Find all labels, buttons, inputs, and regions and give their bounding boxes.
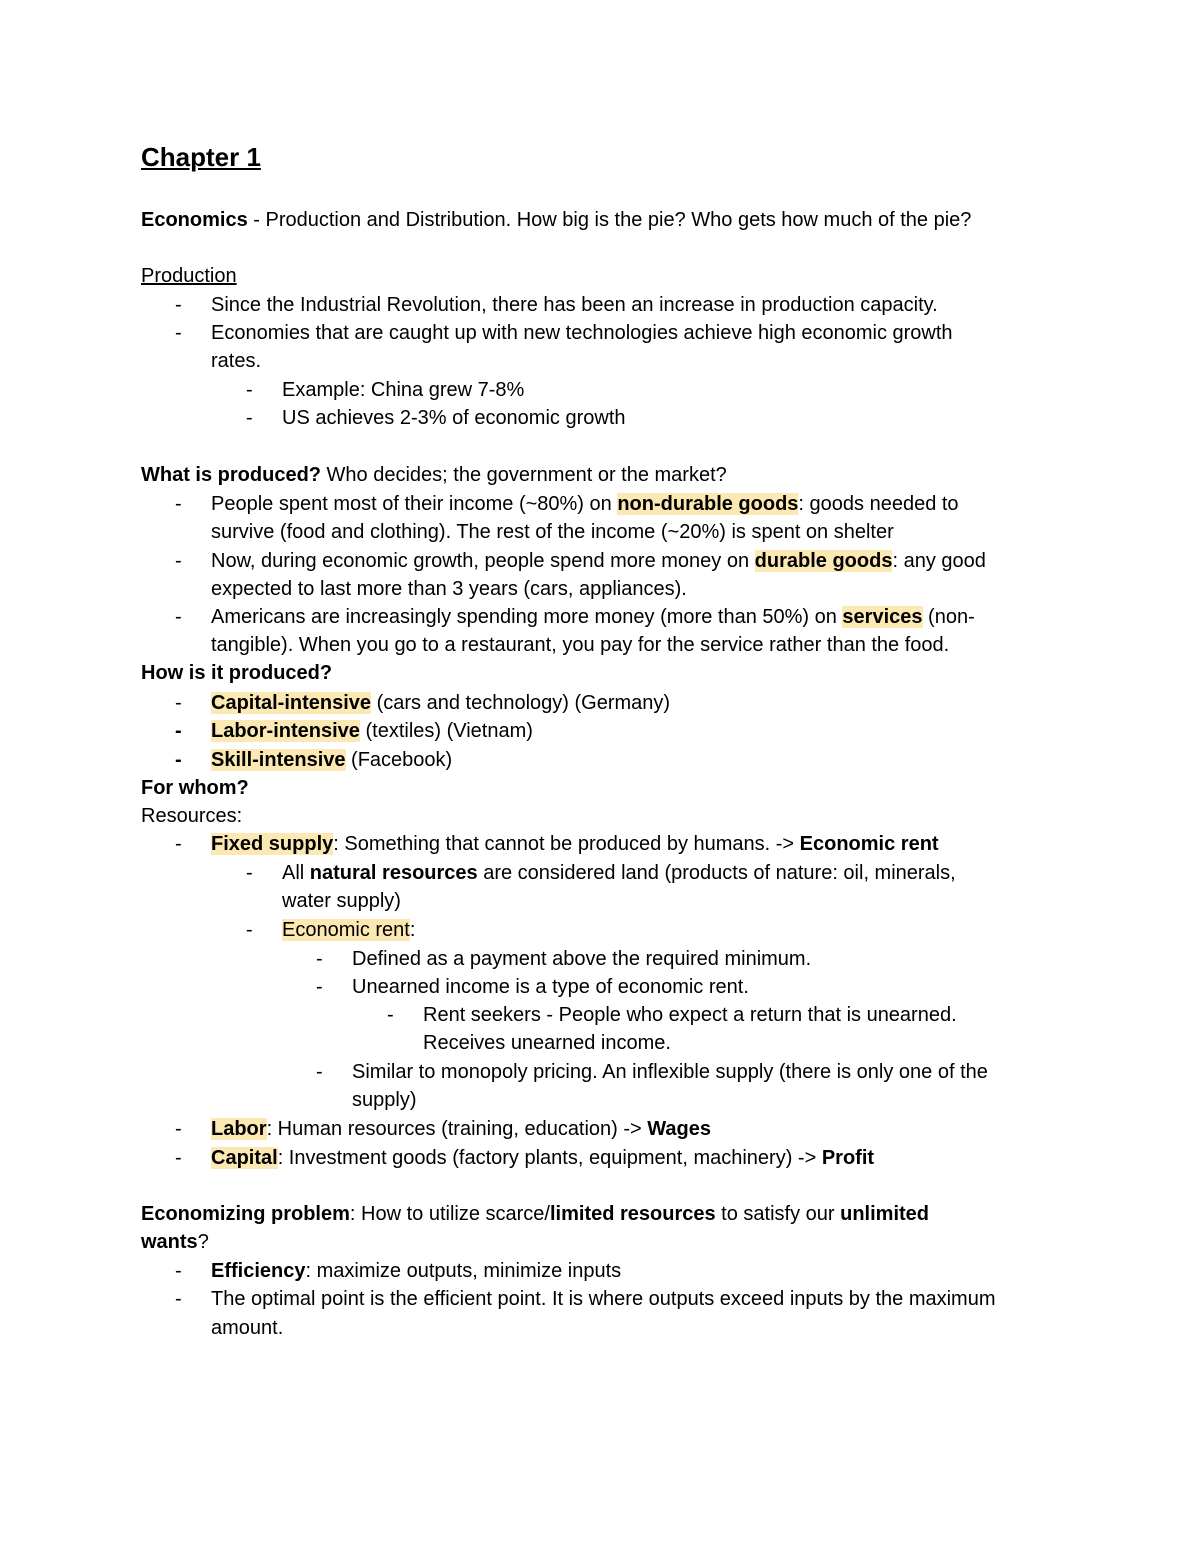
text-run: Americans are increasingly spending more money (more than 50%) on xyxy=(211,606,843,628)
list-item xyxy=(211,490,959,518)
list-item xyxy=(423,1029,671,1057)
list-item xyxy=(211,830,939,858)
text-run: : any good xyxy=(892,550,986,572)
list-item xyxy=(352,945,811,973)
list-item xyxy=(282,404,626,432)
bold-term: Efficiency xyxy=(211,1260,306,1282)
text-run: rates. xyxy=(211,350,262,372)
text-run: : Human resources (training, education) -> xyxy=(266,1118,648,1140)
list-bullet: - xyxy=(246,919,253,941)
highlighted-term: Capital xyxy=(211,1147,278,1169)
list-bullet: - xyxy=(175,550,182,572)
list-bullet: - xyxy=(175,833,182,855)
text-run: Production xyxy=(141,265,237,287)
highlighted-term: Capital-intensive xyxy=(211,692,372,714)
text-run: amount. xyxy=(211,1317,284,1339)
bold-term: Economizing problem xyxy=(141,1203,350,1225)
paragraph-line xyxy=(141,659,332,687)
paragraph-line xyxy=(141,262,237,290)
text-run: Receives unearned income. xyxy=(423,1032,671,1054)
text-run: (cars and technology) (Germany) xyxy=(371,692,671,714)
text-run: US achieves 2-3% of economic growth xyxy=(282,407,626,429)
text-run: - Production and Distribution. How big is the pie? Who gets how much of the pie? xyxy=(247,209,972,231)
paragraph-line xyxy=(141,206,971,234)
text-run: Economies that are caught up with new technologies achieve high economic growth xyxy=(211,322,953,344)
list-bullet: - xyxy=(246,379,253,401)
text-run: survive (food and clothing). The rest of the income (~20%) is spent on shelter xyxy=(211,521,894,543)
list-item xyxy=(211,717,533,745)
bold-term: unlimited xyxy=(840,1203,929,1225)
text-run: (Facebook) xyxy=(345,749,453,771)
list-item xyxy=(282,859,956,887)
text-run: supply) xyxy=(352,1089,417,1111)
list-item xyxy=(211,1285,995,1313)
list-bullet: - xyxy=(175,493,182,515)
list-bullet: - xyxy=(316,1061,323,1083)
text-run: Defined as a payment above the required minimum. xyxy=(352,948,812,970)
paragraph-line xyxy=(141,1228,209,1256)
bold-term: wants xyxy=(141,1231,198,1253)
list-item xyxy=(211,746,452,774)
list-item xyxy=(282,887,401,915)
list-item xyxy=(211,547,986,575)
list-item xyxy=(211,1257,621,1285)
text-run: expected to last more than 3 years (cars, appliances). xyxy=(211,578,687,600)
text-run: All xyxy=(282,862,310,884)
list-bullet: - xyxy=(316,948,323,970)
highlighted-term: Fixed supply xyxy=(211,833,334,855)
paragraph-line xyxy=(141,802,242,830)
text-run: Similar to monopoly pricing. An inflexible supply (there is only one of the xyxy=(352,1061,988,1083)
list-bullet: - xyxy=(175,1118,182,1140)
text-run: : goods needed to xyxy=(798,493,959,515)
bold-term: limited resources xyxy=(549,1203,716,1225)
list-bullet: - xyxy=(387,1004,394,1026)
highlighted-term: Skill-intensive xyxy=(211,749,346,771)
text-run: water supply) xyxy=(282,890,401,912)
bold-term: Wages xyxy=(647,1118,712,1140)
list-item xyxy=(352,973,749,1001)
list-item xyxy=(211,631,949,659)
text-run: Unearned income is a type of economic rent. xyxy=(352,976,749,998)
text-run: : xyxy=(409,919,416,941)
bold-term: How is it produced? xyxy=(141,662,333,684)
list-item xyxy=(423,1001,957,1029)
list-item xyxy=(282,376,524,404)
list-item xyxy=(211,518,894,546)
highlighted-term: Labor-intensive xyxy=(211,720,360,742)
text-run: Rent seekers - People who expect a return that is unearned. xyxy=(423,1004,957,1026)
list-bullet: - xyxy=(175,1147,182,1169)
text-run: Example: China grew 7-8% xyxy=(282,379,525,401)
list-item xyxy=(211,347,261,375)
bold-term: Economics xyxy=(141,209,248,231)
bold-term: For whom? xyxy=(141,777,249,799)
text-run: to satisfy our xyxy=(715,1203,841,1225)
text-run: : maximize outputs, minimize inputs xyxy=(305,1260,622,1282)
list-item xyxy=(211,319,953,347)
list-bullet: - xyxy=(175,606,182,628)
list-item xyxy=(211,1115,711,1143)
highlighted-term: services xyxy=(842,606,923,628)
list-item xyxy=(352,1058,988,1086)
paragraph-line xyxy=(141,774,249,802)
list-bullet: - xyxy=(175,1260,182,1282)
text-run: Resources: xyxy=(141,805,243,827)
bold-term: What is produced? xyxy=(141,464,321,486)
paragraph-line xyxy=(141,1200,929,1228)
list-item xyxy=(282,916,415,944)
list-bullet: - xyxy=(175,720,182,742)
text-run: (non- xyxy=(922,606,975,628)
list-bullet: - xyxy=(246,862,253,884)
highlighted-term: Economic rent xyxy=(282,919,410,941)
bold-term: natural resources xyxy=(309,862,478,884)
text-run: Since the Industrial Revolution, there has been an increase in production capacity. xyxy=(211,294,938,316)
list-bullet: - xyxy=(175,294,182,316)
highlighted-term: durable goods xyxy=(754,550,893,572)
text-run: (textiles) (Vietnam) xyxy=(359,720,533,742)
list-item xyxy=(211,689,670,717)
text-run: : How to utilize scarce/ xyxy=(349,1203,550,1225)
text-run: Now, during economic growth, people spend more money on xyxy=(211,550,755,572)
text-run: are considered land (products of nature: oil, minerals, xyxy=(477,862,956,884)
list-bullet: - xyxy=(316,976,323,998)
highlighted-term: Labor xyxy=(211,1118,267,1140)
paragraph-line xyxy=(141,461,727,489)
text-run: : Something that cannot be produced by humans. -> xyxy=(333,833,800,855)
list-bullet: - xyxy=(175,322,182,344)
list-bullet: - xyxy=(175,692,182,714)
list-bullet: - xyxy=(175,749,182,771)
highlighted-term: non-durable goods xyxy=(617,493,799,515)
text-run: People spent most of their income (~80%) on xyxy=(211,493,618,515)
list-item xyxy=(211,603,975,631)
list-bullet: - xyxy=(246,407,253,429)
bold-term: Economic rent xyxy=(799,833,939,855)
text-run: : Investment goods (factory plants, equipment, machinery) -> xyxy=(277,1147,822,1169)
bold-term: Profit xyxy=(821,1147,875,1169)
text-run: tangible). When you go to a restaurant, you pay for the service rather than the food. xyxy=(211,634,950,656)
list-bullet: - xyxy=(175,1288,182,1310)
list-item xyxy=(211,575,687,603)
text-run: Who decides; the government or the market? xyxy=(321,464,727,486)
text-run: The optimal point is the efficient point. It is where outputs exceed inputs by the maximum xyxy=(211,1288,996,1310)
text-run: ? xyxy=(197,1231,209,1253)
list-item xyxy=(211,291,938,319)
list-item xyxy=(211,1144,874,1172)
page-title: Chapter 1 xyxy=(141,142,261,172)
list-item xyxy=(211,1314,283,1342)
list-item xyxy=(352,1086,416,1114)
